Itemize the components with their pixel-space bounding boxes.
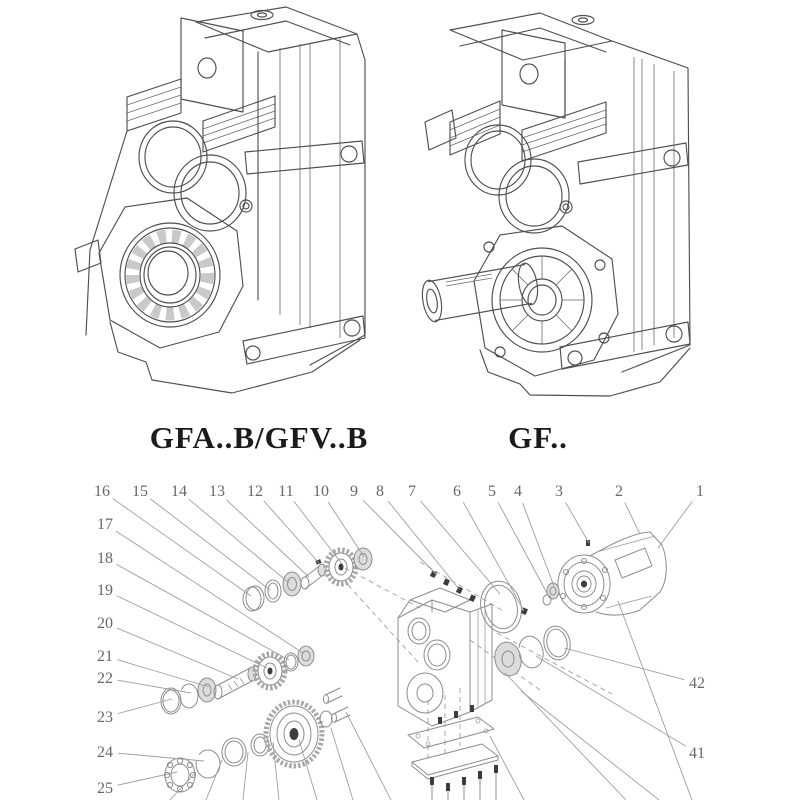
callout-number-17: 17	[97, 516, 113, 533]
leader-line-12	[264, 501, 319, 563]
leader-line-2	[625, 503, 640, 534]
leader-line-18	[116, 564, 289, 660]
cut-leader-line-5	[331, 728, 353, 800]
figure-gf-drawing	[419, 13, 690, 396]
callout-number-23: 23	[97, 709, 113, 726]
cut-leader-line-9	[521, 691, 659, 800]
leader-line-1	[658, 501, 692, 548]
leader-line-17	[116, 531, 303, 653]
leader-line-42	[564, 648, 684, 680]
leader-line-22	[118, 680, 191, 693]
leader-line-4	[523, 503, 554, 586]
cut-leader-line-1	[206, 760, 222, 800]
leader-line-20	[117, 628, 238, 679]
leader-line-11	[294, 501, 342, 564]
leader-line-8	[388, 501, 459, 589]
callout-number-4: 4	[514, 483, 522, 500]
callout-number-12: 12	[247, 483, 263, 500]
callout-number-5: 5	[488, 483, 496, 500]
callout-number-2: 2	[615, 483, 623, 500]
callout-number-21: 21	[97, 648, 113, 665]
callout-number-9: 9	[350, 483, 358, 500]
callout-number-6: 6	[453, 483, 461, 500]
leader-line-24	[118, 753, 204, 761]
motor-unit	[521, 532, 666, 615]
leader-line-41	[536, 656, 686, 746]
leader-line-9	[363, 500, 437, 575]
callout-number-8: 8	[376, 483, 384, 500]
callout-number-25: 25	[97, 780, 113, 797]
figure-gfab-drawing	[75, 7, 365, 393]
cut-leader-line-6	[346, 712, 391, 800]
callout-number-14: 14	[171, 483, 187, 500]
cut-leader-line-10	[618, 601, 692, 800]
callout-number-24: 24	[97, 744, 113, 761]
callout-number-11: 11	[278, 483, 294, 500]
leader-line-15	[150, 499, 270, 590]
input-shaft-parts	[243, 548, 476, 611]
callout-number-22: 22	[97, 670, 113, 687]
cut-leader-line-2	[243, 752, 248, 800]
figure-gfab-label: GFA..B/GFV..B	[149, 420, 369, 455]
callout-number-41: 41	[689, 745, 705, 762]
callout-number-1: 1	[696, 483, 704, 500]
leader-line-3	[565, 502, 589, 543]
callout-number-16: 16	[94, 483, 110, 500]
cut-leader-line-3	[273, 742, 279, 800]
cover-plates	[408, 688, 498, 800]
leader-line-16	[113, 498, 251, 596]
callout-number-42: 42	[689, 675, 705, 692]
callout-number-3: 3	[555, 483, 563, 500]
figure-gf-label: GF..	[508, 420, 568, 455]
callout-number-10: 10	[313, 483, 329, 500]
leader-line-6	[463, 502, 524, 611]
cut-leader-line-8	[505, 673, 626, 800]
callout-number-18: 18	[97, 550, 113, 567]
callout-number-7: 7	[408, 483, 416, 500]
exploded-view	[94, 483, 705, 800]
callout-number-15: 15	[132, 483, 148, 500]
callout-number-20: 20	[97, 615, 113, 632]
callout-number-13: 13	[209, 483, 225, 500]
callout-number-19: 19	[97, 582, 113, 599]
leader-line-10	[328, 502, 364, 557]
